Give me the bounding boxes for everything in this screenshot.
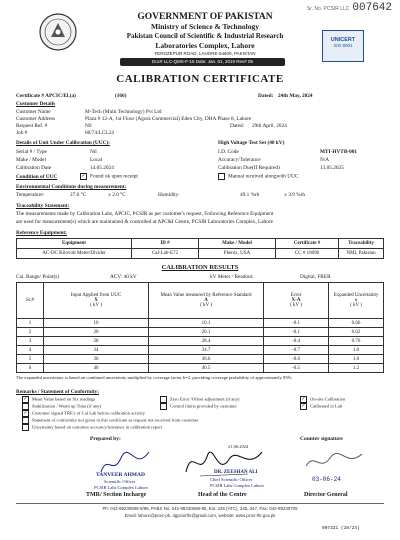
counter-signature-label: Counter signature — [300, 436, 343, 442]
remark-item — [300, 403, 342, 410]
table-row — [17, 328, 384, 337]
humidity-value: 49.1 %rh — [240, 192, 260, 198]
request-ref-value: Nil — [85, 123, 92, 129]
humidity-label: Humidity: — [158, 192, 180, 198]
header-address: FEROZEPUR ROAD, LAHORE-54600, PAKISTAN — [154, 51, 256, 56]
table-cell: 28.4 — [149, 337, 264, 346]
checkbox-checked-icon: ✓ — [301, 404, 306, 409]
uuc-serial-label: Serial # / Type — [16, 149, 47, 155]
dg-signature-icon — [300, 446, 370, 476]
remark-label: Calibrated in Lab — [310, 403, 343, 409]
col-error-sym: X-A — [291, 298, 301, 303]
council-title: Pakistan Council of Scientific & Industrial Research — [126, 32, 284, 40]
certificate-title: CALIBRATION CERTIFICATE — [116, 73, 284, 85]
ref-col-equipment: Equipment — [17, 239, 132, 249]
unicert-logo-icon — [322, 30, 364, 62]
checkbox-checked-icon: ✓ — [81, 174, 86, 179]
table-cell: 1.0 — [329, 355, 384, 364]
ref-header-row — [17, 239, 384, 249]
ref-equipment-heading: Reference Equipment: — [16, 230, 67, 236]
remark-item — [22, 417, 198, 424]
ref-row — [17, 249, 384, 259]
condition-ok-label: Found ok upon receipt — [90, 173, 138, 180]
table-cell: -0.5 — [264, 364, 329, 373]
table-cell: -0.7 — [264, 346, 329, 355]
head-name: DR. ZEESHAN ALI — [214, 470, 258, 475]
table-row — [17, 346, 384, 355]
condition-ok[interactable] — [80, 173, 138, 180]
director-general-label: Director General — [304, 492, 348, 498]
table-row — [17, 364, 384, 373]
table-cell: -0.4 — [264, 337, 329, 346]
traceability-line-1: The measurements made by Calibration Labs, APCIC, PCSIR as per customer's request, Following Reference Equipment — [16, 211, 274, 217]
col-input-sym: X — [94, 298, 98, 303]
job-label: Job # — [16, 130, 28, 136]
col-unc-title: Expanded Uncertainty — [333, 293, 379, 298]
uuc-heading: Details of Unit Under Calibration (UUC): — [16, 140, 110, 146]
table-cell: 40 — [44, 364, 149, 373]
remark-label: Statement of conformity not given in this certificate as request not received from customer — [32, 417, 199, 423]
job-value: 60/74/LCL24 — [85, 130, 114, 136]
head-sig-date: 21.06.2024 — [228, 444, 249, 449]
dated-label: Dated: — [258, 93, 274, 99]
request-dated-value: 29th April, 2024 — [252, 123, 287, 129]
head-title: Chief Scientific Officer — [210, 477, 253, 482]
uuc-serial-value: Nil — [90, 149, 97, 155]
checkbox-empty-icon — [22, 403, 29, 410]
pcsir-logo-icon — [38, 12, 78, 52]
footer-web: Email: lahore@pcsir-pk, dgpcsirlhr@gmail.com, website: www.pcsir-lhr.gov.pk — [124, 513, 276, 518]
col-mean-unit: ( kV ) — [200, 303, 212, 308]
table-cell: 34.7 — [149, 346, 264, 355]
footer-code: 007321 (10/24) — [322, 526, 360, 531]
cal-range-label: Cal. Range/ Point(s) — [16, 274, 60, 280]
checkbox-checked-icon: ✓ — [23, 397, 28, 402]
request-ref-label: Request Ref. # — [16, 123, 48, 129]
remark-label: Stabilization / Warm up Time (if any) — [32, 403, 101, 409]
table-cell: 2 — [17, 328, 44, 337]
checkbox-checked-icon: ✓ — [23, 411, 28, 416]
table-cell: 20 — [44, 328, 149, 337]
remark-label: Zero Error /Offset adjustment (if any) — [170, 396, 240, 402]
cal-range-value: ACV: 40 kV — [110, 274, 137, 280]
condition-manual-label: Manual received alongwith UUC — [228, 173, 299, 180]
checkbox-checked-icon: ✓ — [301, 397, 306, 402]
table-cell: 10 — [44, 319, 149, 328]
env-heading: Environmental Conditions during measurement: — [16, 184, 127, 190]
col-input — [44, 283, 149, 319]
col-sr: Sr.# — [17, 283, 44, 319]
table-cell: 20.1 — [149, 328, 264, 337]
condition-label: Condition of UUC — [16, 174, 58, 180]
checkbox-empty-icon — [160, 396, 167, 403]
uuc-id-value: MTI-HVTB-001 — [320, 149, 358, 155]
ref-col-make: Make / Model — [199, 239, 276, 249]
prepared-org: PCSIR Labs Complex Lahore — [94, 485, 148, 490]
remarks-heading: Remarks / Statement of Conformity: — [16, 389, 99, 395]
table-cell: 0.76 — [329, 337, 384, 346]
table-cell: 6 — [17, 364, 44, 373]
table-cell: 4 — [17, 346, 44, 355]
condition-manual[interactable] — [218, 173, 298, 180]
col-mean-title: Mean Value measured by Reference Standard — [160, 293, 252, 298]
prepared-by-label: Prepared by: — [90, 436, 121, 442]
ministry-title: Ministry of Science & Technology — [151, 22, 259, 31]
customer-address-value: Plaza # 12-A, 1st Floor (Agora Commercial) Eden City, DHA Phase 8, Lahore — [85, 116, 252, 122]
col-error-title: Error — [290, 293, 302, 298]
unicert-text: UNICERT — [330, 37, 356, 43]
table-row — [17, 337, 384, 346]
table-cell: 10.1 — [149, 319, 264, 328]
ref-equipment-table — [16, 238, 384, 259]
head-org: PCSIR Labs Complex Lahore — [210, 483, 264, 488]
ref-col-traceability: Traceability — [339, 239, 384, 249]
checkbox-empty-icon — [218, 173, 225, 180]
customer-details-heading: Customer Details — [16, 101, 56, 107]
remark-label: Control limits provided by customer — [170, 403, 237, 409]
cert-number-value: (166) — [115, 93, 127, 99]
ref-cell: AC-DC Kilovolt Meter/Divider — [17, 249, 132, 259]
cert-number-label: Certificate # APCIC/El.(a) — [16, 93, 76, 99]
remark-label: Customer signed TRF/s of Cal Lab before calibration activity — [32, 410, 145, 416]
table-cell: -0.6 — [264, 355, 329, 364]
serial-label: Sr. No. PCSIR LLC — [306, 6, 350, 12]
table-row — [17, 355, 384, 364]
col-mean-sym: A — [204, 298, 208, 303]
table-cell: 1.2 — [329, 364, 384, 373]
results-heading: CALIBRATION RESULTS — [161, 264, 239, 271]
col-mean — [149, 283, 264, 319]
footer-divider — [16, 503, 384, 504]
results-header-row — [17, 283, 384, 319]
col-input-title: Input Applied from UUC — [70, 293, 122, 298]
prepared-title: Scientific Officer — [104, 479, 136, 484]
request-dated-label: Dated: — [230, 123, 245, 129]
temp-uncertainty: ± 2.0 °C — [108, 192, 126, 198]
gov-title: GOVERNMENT OF PAKISTAN — [137, 12, 273, 22]
remark-item — [22, 403, 101, 410]
ref-cell: NMI, Pakistan — [339, 249, 384, 259]
ref-cell: Phenix, USA — [199, 249, 276, 259]
uuc-cal-due-value: 13.05.2025 — [320, 165, 344, 171]
table-cell: 34 — [44, 346, 149, 355]
results-table — [16, 282, 384, 373]
ref-col-certificate: Certificate # — [276, 239, 339, 249]
table-cell: 40.5 — [149, 364, 264, 373]
ref-col-id: ID # — [132, 239, 199, 249]
ref-cell: Cal-Lab-E72 — [132, 249, 199, 259]
col-error — [264, 283, 329, 319]
remark-label: On-site Calibration — [310, 396, 346, 402]
uuc-cal-due-label: Calibration Due(If Required) — [218, 165, 280, 171]
table-cell: 0.62 — [329, 328, 384, 337]
traceability-line-2: are used for measurement(s) which are maintained & controlled at APC&I Centre, PCSIR Laboratories Complex, Lahore — [16, 219, 273, 225]
table-cell: 1 — [17, 319, 44, 328]
table-cell: -0.1 — [264, 328, 329, 337]
ref-cell: CC # 16096 — [276, 249, 339, 259]
remark-label: Mean Value based on Six readings — [32, 396, 96, 402]
uuc-id-label: I.D. Code — [218, 149, 239, 155]
meter-label: kV Meter / Readout: — [210, 274, 254, 280]
checkbox-empty-icon — [160, 403, 167, 410]
traceability-heading: Traceability Statement: — [16, 203, 70, 209]
remark-item — [160, 403, 237, 410]
customer-name-value: M-Tech (Multi Technology) Pvt Ltd — [85, 109, 162, 115]
dated-value: 24th May, 2024 — [278, 93, 313, 99]
remark-item — [22, 396, 95, 403]
checkbox-empty-icon — [22, 424, 29, 431]
col-uncertainty — [329, 283, 384, 319]
serial-value: 007642 — [352, 2, 392, 14]
labs-title: Laboratories Complex, Lahore — [155, 41, 255, 50]
uuc-cal-date-value: 14.05.2024 — [90, 165, 114, 171]
iso-text: ISO 9001 — [333, 43, 353, 48]
uuc-make-value: Local — [90, 157, 103, 163]
table-cell: 28 — [44, 337, 149, 346]
remark-item — [22, 410, 145, 417]
table-cell: 36 — [44, 355, 149, 364]
head-of-centre-label: Head of the Centre — [198, 492, 247, 498]
remark-label: Uncertainty based on customer accuracy/tolerance in calibration report — [32, 424, 163, 430]
temp-value: 27.0 °C — [70, 192, 87, 198]
meter-value: Digital, FRER — [300, 274, 331, 280]
uuc-name: High Voltage Test Set (40 kV) — [218, 140, 285, 146]
doc-control-strip: Doc# LLC-QMS-F-15 Date: Jan. 01, 2019 Rev# 05 — [120, 58, 285, 66]
footer-contacts: Ph: 042-99230688-9/99, PABX No. 042-99230688-95, Ext. 235 (ATC), 345, 347, Fax: 042-99230705 — [102, 506, 298, 511]
col-unc-sym: ± — [354, 298, 358, 303]
table-cell: 3 — [17, 337, 44, 346]
temp-label: Temperature: — [16, 192, 45, 198]
table-cell: 0.66 — [329, 319, 384, 328]
remark-item — [300, 396, 345, 403]
uuc-make-label: Make / Model — [16, 157, 47, 163]
serial-number — [307, 2, 392, 14]
table-cell: 5 — [17, 355, 44, 364]
expanded-uncertainty-note: The expanded uncertainty is based on combined uncertainty multiplied by coverage factor k=2, providing coverage probability of approximately 95%. — [16, 375, 293, 380]
uuc-accuracy-label: Accuracy/Tolerance — [218, 157, 261, 163]
remark-item — [160, 396, 239, 403]
uuc-cal-date-label: Calibration Date — [16, 165, 52, 171]
table-cell: 1.0 — [329, 346, 384, 355]
table-row — [17, 319, 384, 328]
remark-item — [22, 424, 162, 431]
customer-address-label: Customer Address — [16, 116, 55, 122]
humidity-uncertainty: ± 3.9 %rh — [284, 192, 306, 198]
dg-date: 03-06-24 — [312, 476, 341, 483]
col-input-unit: ( kV ) — [90, 303, 102, 308]
uuc-accuracy-value: N/A — [320, 157, 330, 163]
table-cell: 36.6 — [149, 355, 264, 364]
customer-name-label: Customer Name — [16, 109, 51, 115]
tmr-label: TMR/ Section Incharge — [86, 492, 147, 498]
table-cell: -0.1 — [264, 319, 329, 328]
checkbox-empty-icon — [22, 417, 29, 424]
prepared-name: TANVEER AHMAD — [96, 472, 145, 478]
col-error-unit: ( kV ) — [290, 303, 302, 308]
col-unc-unit: ( kV ) — [350, 303, 362, 308]
